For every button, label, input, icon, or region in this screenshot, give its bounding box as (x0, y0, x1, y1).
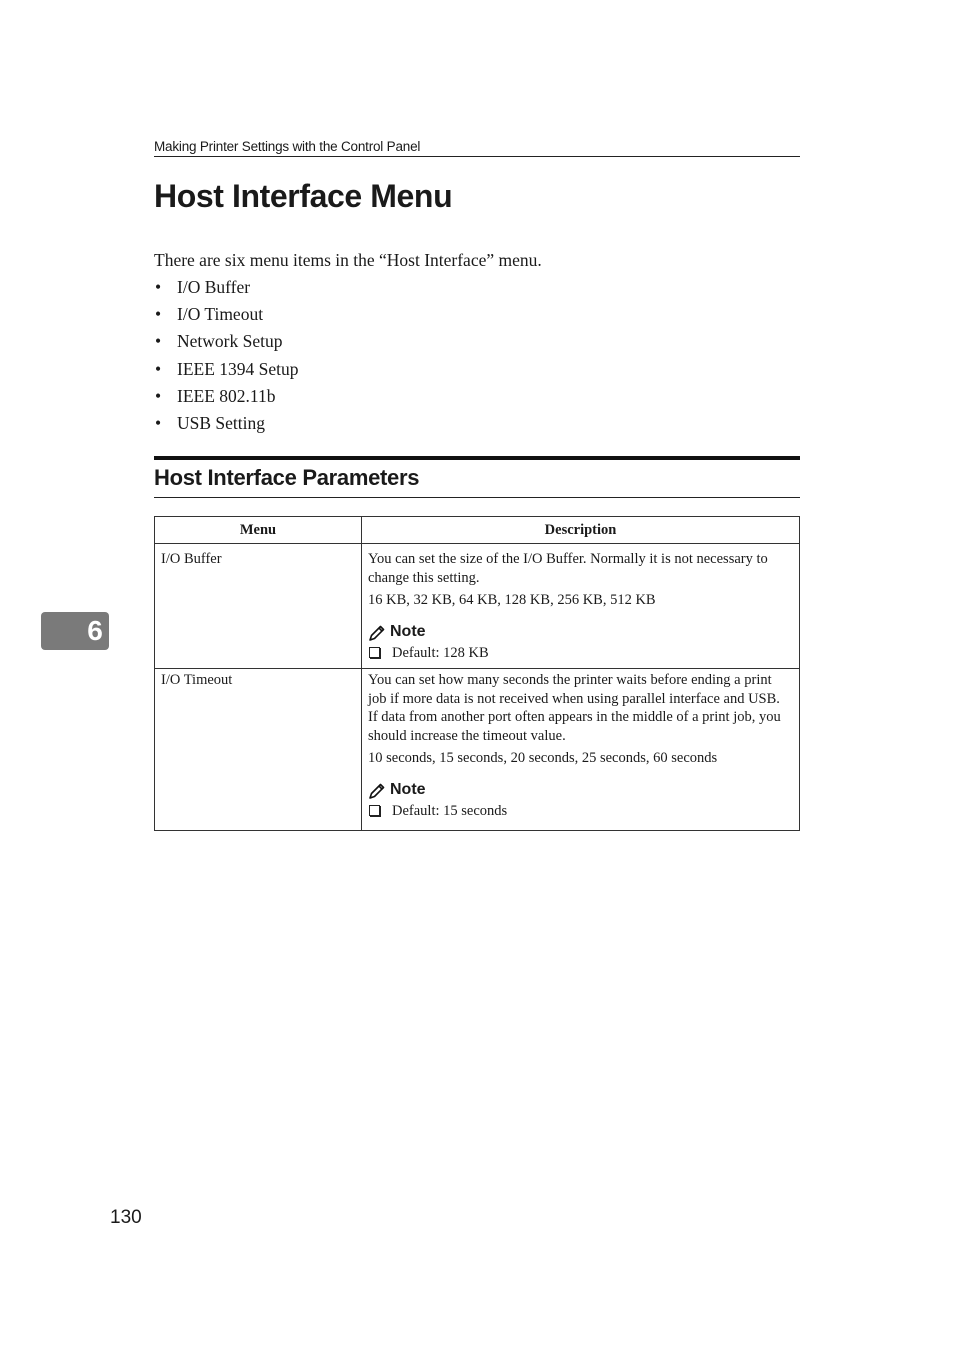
bullet-icon: • (155, 304, 162, 325)
page-title: Host Interface Menu (154, 178, 453, 214)
list-item (154, 412, 299, 439)
bullet-icon: • (155, 331, 162, 352)
list-item (154, 276, 299, 303)
note-text: Default: 15 seconds (392, 802, 508, 819)
options-text: 10 seconds, 15 seconds, 20 seconds, 25 seconds, 60 seconds (368, 750, 718, 766)
running-header: Making Printer Settings with the Control Panel (154, 139, 800, 157)
bullet-icon: • (155, 385, 162, 406)
list-item-label: IEEE 802.11b (177, 385, 276, 406)
note-item (368, 644, 793, 663)
list-item-label: Network Setup (177, 331, 283, 352)
parameters-table (154, 516, 800, 831)
menu-cell: I/O Timeout (155, 669, 362, 831)
note-heading (368, 780, 793, 802)
list-item-label: USB Setting (177, 412, 266, 433)
menu-item-list (154, 276, 299, 439)
list-item (154, 330, 299, 357)
list-item (154, 385, 299, 412)
options-text: 16 KB, 32 KB, 64 KB, 128 KB, 256 KB, 512 KB (368, 592, 656, 608)
column-header-menu: Menu (155, 517, 362, 544)
list-item (154, 303, 299, 330)
note-heading (368, 622, 793, 644)
table-header-row (155, 517, 800, 544)
bullet-icon: • (155, 277, 162, 297)
description-text: You can set the size of the I/O Buffer. Normally it is not necessary to change this setting. (368, 551, 768, 586)
column-header-description: Description (362, 517, 800, 544)
table-row (155, 669, 800, 831)
chapter-tab (41, 612, 109, 650)
note-text: Default: 128 KB (392, 644, 489, 661)
chapter-number: 6 (87, 615, 103, 646)
description-text: You can set how many seconds the printer waits before ending a print job if more data is not received when using parallel interface and USB. If data from another port often appears in the middle of a print job, you should increase the timeout value. (368, 672, 781, 744)
note-item (368, 802, 793, 821)
section-title: Host Interface Parameters (154, 465, 800, 498)
pencil-icon (368, 782, 386, 800)
intro-text: There are six menu items in the “Host Interface” menu. (154, 250, 542, 270)
description-cell (362, 544, 800, 669)
note-label: Note (390, 623, 426, 641)
table-row (155, 544, 800, 669)
checkbox-icon (369, 647, 380, 658)
list-item-label: I/O Buffer (177, 277, 251, 297)
bullet-icon: • (155, 358, 162, 379)
section-divider (154, 456, 800, 460)
note-label: Note (390, 781, 426, 799)
description-cell (362, 669, 800, 831)
menu-cell: I/O Buffer (155, 544, 362, 669)
list-item-label: IEEE 1394 Setup (177, 358, 299, 379)
pencil-icon (368, 624, 386, 642)
bullet-icon: • (155, 412, 162, 433)
page-number: 130 (110, 1207, 142, 1228)
list-item (154, 358, 299, 385)
list-item-label: I/O Timeout (177, 304, 264, 325)
checkbox-icon (369, 805, 380, 816)
